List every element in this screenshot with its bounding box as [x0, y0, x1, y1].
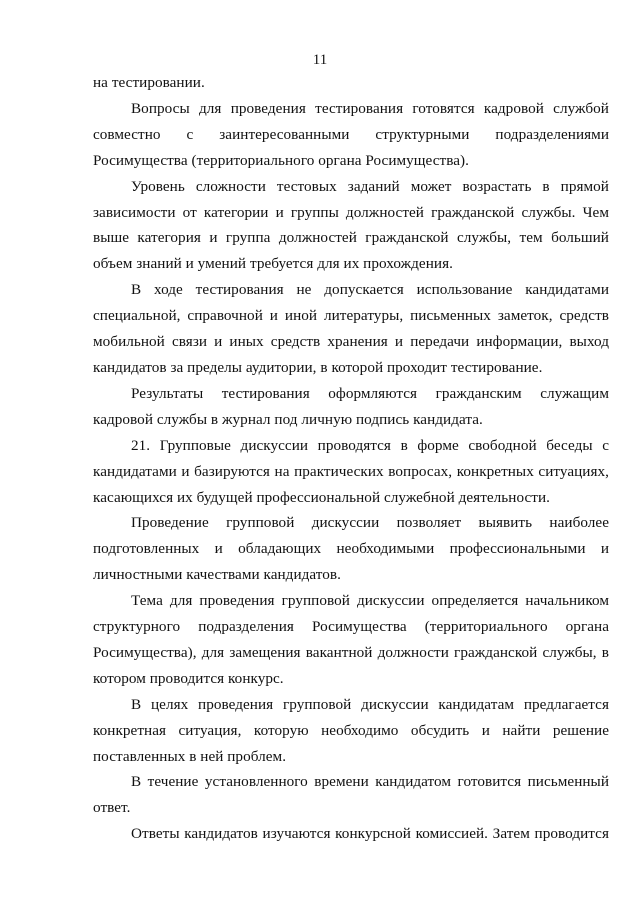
paragraph-difficulty-level: Уровень сложности тестовых заданий может возрастать в прямой зависимости от категории и группы должностей гражданской службы. Чем выше категория и группа должностей гражданской службы, тем больший объем знаний и умений требуется для их прохождения.	[93, 177, 609, 273]
page-number: 11	[312, 52, 328, 68]
paragraph-discussion-purpose: Проведение групповой дискуссии позволяет выявить наиболее подготовленных и обладающих необходимыми профессиональными и личностными качествами кандидатов.	[93, 514, 609, 584]
paragraph-testing-restrictions: В ходе тестирования не допускается использование кандидатами специальной, справочной и иной литературы, письменных заметок, средств мобильной связи и иных средств хранения и передачи информации, выход кандидатов за пределы аудитории, в которой проходит тестирование.	[93, 281, 609, 376]
paragraph-discussion-topic: Тема для проведения групповой дискуссии определяется начальником структурного подразделения Росимущества (территориального органа Росимущества), для замещения вакантной должности гражданской службы, в котором проводится конкурс.	[93, 592, 609, 687]
paragraph-continuation: на тестировании.	[93, 74, 205, 91]
paragraph-test-questions: Вопросы для проведения тестирования готовятся кадровой службой совместно с заинтересованными структурными подразделениями Росимущества (территориального органа Росимущества).	[93, 99, 609, 169]
paragraph-testing-results: Результаты тестирования оформляются гражданским служащим кадровой службы в журнал под личную подпись кандидата.	[93, 384, 609, 428]
paragraph-discussion-situation: В целях проведения групповой дискуссии кандидатам предлагается конкретная ситуация, которую необходимо обсудить и найти решение поставленных в ней проблем.	[93, 695, 609, 765]
paragraph-written-answer: В течение установленного времени кандидатом готовится письменный ответ.	[93, 773, 609, 817]
paragraph-answers-review: Ответы кандидатов изучаются конкурсной комиссией. Затем проводится	[131, 825, 609, 843]
document-body	[93, 70, 609, 847]
paragraph-group-discussions: 21. Групповые дискуссии проводятся в форме свободной беседы с кандидатами и базируются на практических вопросах, конкретных ситуациях, касающихся их будущей профессиональной служебной деятельности.	[93, 436, 609, 506]
